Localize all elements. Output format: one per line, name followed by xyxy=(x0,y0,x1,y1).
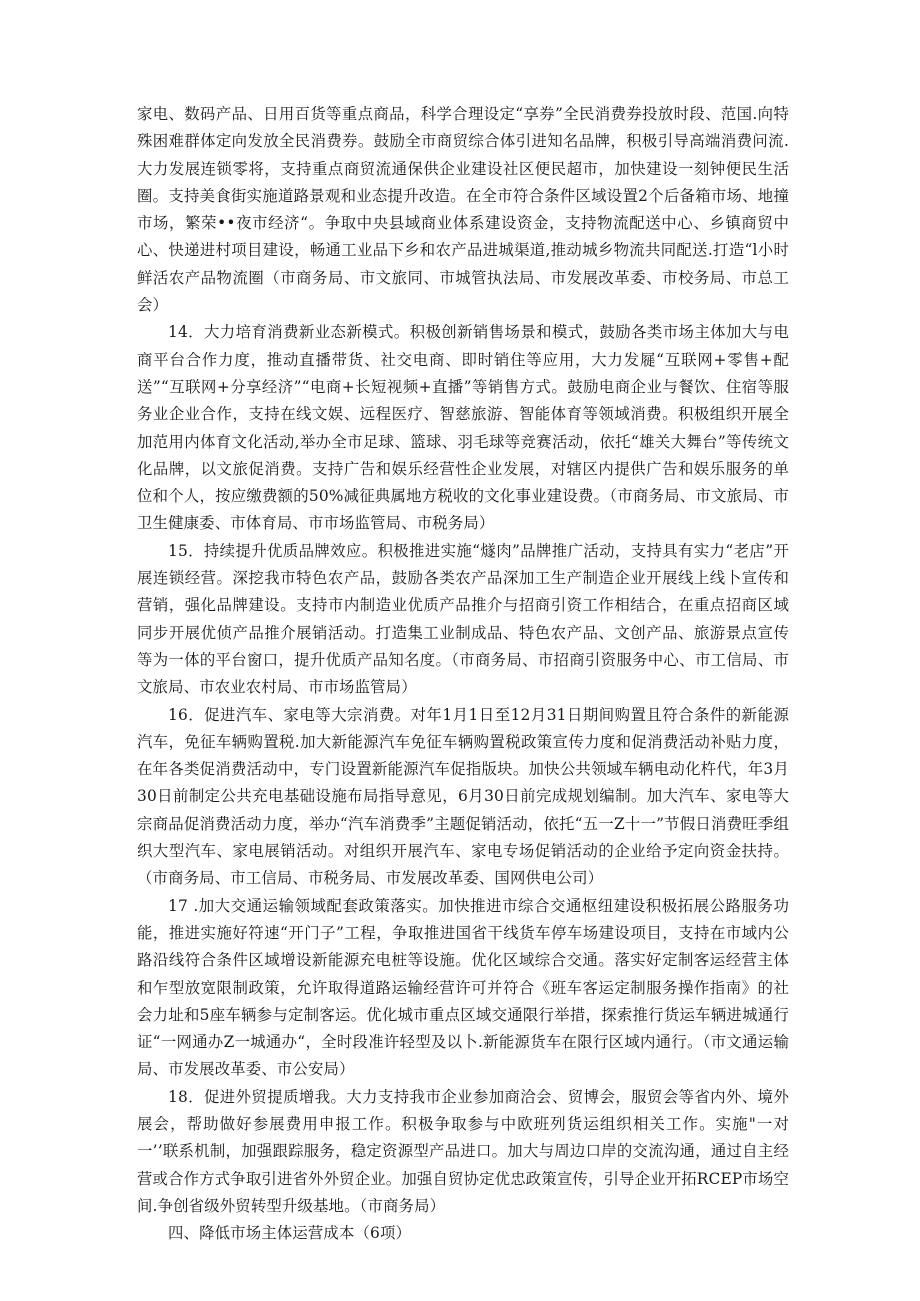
section-heading-4: 四、降低市场主体运营成本（6项） xyxy=(168,1224,412,1243)
paragraph-18: 18．促进外贸提质增我。大力支持我市企业参加商洽会、贸博会，服贸会等省内外、境外展会，帮助做好参展费用申报工作。积极争取参与中欧班列货运组织相关工作。实施"一对一’’联系机制，加强跟踪服务，稳定资源型产品进口。加大与周边口岸的交流沟通，通过自主经营或合作方式争取引进省外外贸企业。加强自贸协定优忠政策宣传，引导企业开拓RCEP市场空间.争创省级外贸转型升级基地。（市商务局） xyxy=(137,1087,789,1215)
paragraph-17: 17 .加大交通运输领域配套政策落实。加快推进市综合交通枢纽建设积极拓展公路服务功能，推进实施好符速“开门子”工程，争取推进国省干线货车停车场建设项目，支持在市域内公路沿线符合条件区域增设新能源充电桩等设施。优化区域综合交通。落实好定制客运经营主体和乍型放宽限制政策，允许取得道路运输经营许可并符合《班车客运定制服务操作指南》的社会力址和5座车辆参与定制客运。优化城市重点区域交通限行举措，探索推行货运车辆进城通行证“一网通办Z一城通办“，全时段准许轻型及以卜.新能源货车在限行区域内通行。（市文通运输局、市发展改革委、市公安局） xyxy=(137,896,789,1079)
paragraph-15: 15．持续提升优质品牌效应。积极推进实施“燧肉”品牌推广活动，支持具有实力“老店”开展连锁经营。深挖我市特色农产品，鼓励各类农产品深加工生产制造企业开展线上线卜宣传和营销，强化品牌建设。支持市内制造业优质产品推介与招商引资工作相结合，在重点招商区域同步开展优侦产品推介展销活动。打造集工业制成品、特色农产品、文创产品、旅游景点宣传等为一体的平台窗口，提升优质产品知名度。（市商务局、市招商引资服务中心、市工信局、市文旅局、市农业农村局、市市场监管局） xyxy=(137,541,789,697)
paragraph-16: 16．促进汽车、家电等大宗消费。对年1月1日至12月31日期间购置且符合条件的新能源汽车，免征车辆购置税.加大新能源汽车免征车辆购置税政策宣传力度和促消费活动补贴力度，在年各类促消费活动中，专门设置新能源汽车促指版块。加快公共领域车辆电动化杵代，年3月30日前制定公共充电基础设施布局指导意见，6月30日前完成规划编制。加大汽车、家电等大宗商品促消费活动力度，举办“汽车消费季”主题促销活动，依托“五一Z十一”节假日消费旺季组织大型汽车、家电展销活动。对组织开展汽车、家电专场促销活动的企业给予定向资金扶持。（市商务局、市工信局、市税务局、市发展改革委、国网供电公司） xyxy=(137,705,789,888)
paragraph-13-continuation: 家电、数码产品、日用百货等重点商品，科学合理设定“享券”全民消费券投放时段、范国.向特殊困难群体定向发放全民消费券。鼓励全市商贸综合体引进知名品牌，积极引导高端消费问流.大力发展连锁零将，支持重点商贸流通保供企业建设社区便民超市，加快建设一刻钟便民生活圈。支持美食街实施道路景观和业态提升改造。在全市符合条件区域设置2个后备箱市场、地撞市场，繁荣••夜市经济“。争取中央县域商业体系建设资金，支持物流配送中心、乡镇商贸中心、快递进村项目建设，畅通工业品下乡和农产品进城渠道,推动城乡物流共同配送.打造“l小时鲜活农产品物流圈（市商务局、市文旅同、市城管执法局、市发展改革委、市校务局、市总工会） xyxy=(137,105,789,315)
document-page xyxy=(137,101,789,1247)
paragraph-14: 14．大力培育消费新业态新模式。积极创新销售场景和模式，鼓励各类市场主体加大与电商平台合作力度，推动直播带货、社交电商、即时销住等应用，大力发屣“互联网+零售+配送”“互联网+分享经济”“电商+长短视频+直播”等销售方式。鼓励电商企业与餐饮、住宿等服务业企业合作，支持在线文娱、远程医疗、智慈旅游、智能体育等领域消费。积极组织开展全加范用内体育文化活动,举办全市足球、篮球、羽毛球等竞赛活动，依托“雄关大舞台”等传统文化品牌，以文旅促消费。支持广告和娱乐经营性企业发展，对辖区内提供广告和娱乐服务的单位和个人，按应缴费额的50%减征典属地方税收的文化事业建设费。（市商务局、市文旅局、市卫生健康委、市体育局、市市场监管局、市税务局） xyxy=(137,323,789,533)
